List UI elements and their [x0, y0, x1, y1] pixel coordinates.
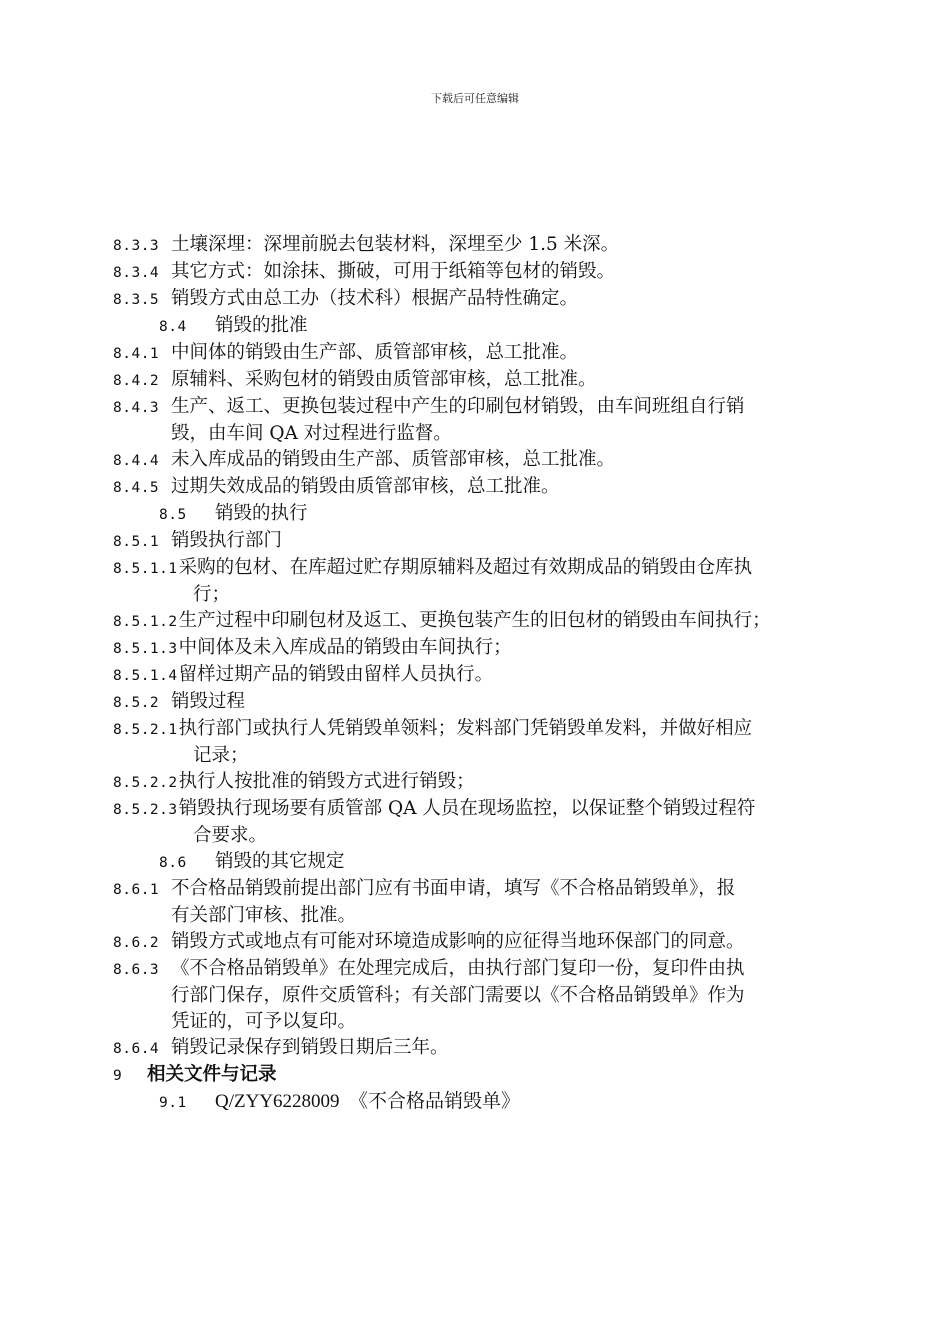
clause-8-5-2: 8.5.2 销毁过程: [113, 691, 246, 712]
reference-9-1: 9.1 Q/ZYY6228009 《不合格品销毁单》: [159, 1091, 521, 1112]
clause-8-5-1-2: 8.5.1.2生产过程中印刷包材及返工、更换包装产生的旧包材的销毁由车间执行；: [113, 610, 771, 631]
clause-8-3-5: 8.3.5 销毁方式由总工办（技术科）根据产品特性确定。: [113, 288, 579, 309]
section-8-5-heading: 8.5 销毁的执行: [159, 503, 308, 524]
clause-8-5-1-4: 8.5.1.4留样过期产品的销毁由留样人员执行。: [113, 664, 494, 685]
clause-8-5-2-1: 8.5.2.1执行部门或执行人凭销毁单领料；发料部门凭销毁单发料，并做好相应: [113, 718, 753, 739]
clause-8-6-3: 8.6.3 《不合格品销毁单》在处理完成后，由执行部门复印一份，复印件由执: [113, 958, 745, 979]
clause-8-6-1: 8.6.1 不合格品销毁前提出部门应有书面申请，填写《不合格品销毁单》，报: [113, 878, 736, 899]
section-8-4-heading: 8.4 销毁的批准: [159, 315, 308, 336]
clause-8-6-3-continued-2: 凭证的，可予以复印。: [171, 1011, 357, 1032]
clause-8-5-2-1-continued: 记录；: [193, 745, 249, 766]
clause-8-3-3: 8.3.3 土壤深埋：深埋前脱去包装材料，深埋至少 1.5 米深。: [113, 234, 620, 255]
clause-8-6-3-continued: 行部门保存，原件交质管科；有关部门需要以《不合格品销毁单》作为: [171, 985, 745, 1006]
clause-8-3-4: 8.3.4 其它方式：如涂抹、撕破，可用于纸箱等包材的销毁。: [113, 261, 616, 282]
clause-8-6-2: 8.6.2 销毁方式或地点有可能对环境造成影响的应征得当地环保部门的同意。: [113, 931, 745, 952]
clause-8-5-2-3-continued: 合要求。: [193, 825, 268, 846]
clause-8-5-1: 8.5.1 销毁执行部门: [113, 530, 283, 551]
clause-8-5-2-3: 8.5.2.3销毁执行现场要有质管部 QA 人员在现场监控，以保证整个销毁过程符: [113, 798, 756, 819]
page-header-note: 下载后可任意编辑: [431, 92, 519, 105]
clause-8-4-3: 8.4.3 生产、返工、更换包装过程中产生的印刷包材销毁，由车间班组自行销: [113, 396, 745, 417]
clause-8-4-5: 8.4.5 过期失效成品的销毁由质管部审核，总工批准。: [113, 476, 560, 497]
clause-8-6-4: 8.6.4 销毁记录保存到销毁日期后三年。: [113, 1037, 449, 1058]
clause-8-5-2-2: 8.5.2.2执行人按批准的销毁方式进行销毁；: [113, 771, 475, 792]
section-9-heading: 9 相关文件与记录: [113, 1064, 277, 1085]
clause-8-5-1-3: 8.5.1.3中间体及未入库成品的销毁由车间执行；: [113, 637, 512, 658]
document-body: [113, 232, 883, 1116]
clause-8-4-1: 8.4.1 中间体的销毁由生产部、质管部审核，总工批准。: [113, 342, 579, 363]
clause-8-4-2: 8.4.2 原辅料、采购包材的销毁由质管部审核，总工批准。: [113, 369, 597, 390]
section-8-6-heading: 8.6 销毁的其它规定: [159, 851, 345, 872]
clause-8-6-1-continued: 有关部门审核、批准。: [171, 905, 357, 926]
clause-8-5-1-1-continued: 行；: [193, 584, 231, 605]
clause-8-4-3-continued: 毁，由车间 QA 对过程进行监督。: [171, 423, 452, 444]
clause-8-4-4: 8.4.4 未入库成品的销毁由生产部、质管部审核，总工批准。: [113, 449, 616, 470]
clause-8-5-1-1: 8.5.1.1采购的包材、在库超过贮存期原辅料及超过有效期成品的销毁由仓库执: [113, 557, 753, 578]
